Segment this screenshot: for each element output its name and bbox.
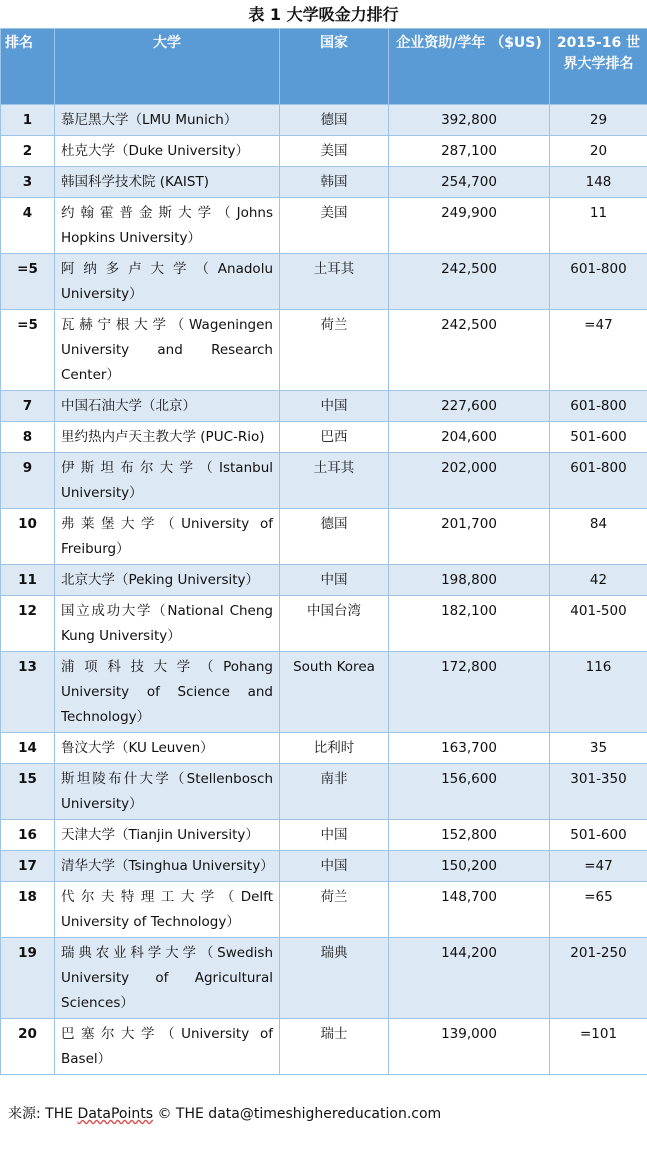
table-row [1,509,647,565]
cell-country: 巴西 [280,422,389,453]
cell-university: 浦项科技大学（Pohang University of Science and Technology） [55,652,280,733]
cell-university: 约翰霍普金斯大学（Johns Hopkins University） [55,198,280,254]
cell-rank: 7 [1,391,55,422]
cell-university: 鲁汶大学（KU Leuven） [55,733,280,764]
cell-country: 中国台湾 [280,596,389,652]
table-row [1,733,647,764]
cell-country: 美国 [280,198,389,254]
cell-rank: 12 [1,596,55,652]
table-row [1,198,647,254]
cell-country: 瑞士 [280,1019,389,1075]
table-row [1,310,647,391]
cell-rank: 13 [1,652,55,733]
cell-world-rank: 35 [550,733,647,764]
header-world-rank: 2015-16 世界大学排名 [550,29,647,105]
cell-university: 代尔夫特理工大学（Delft University of Technology） [55,882,280,938]
cell-funding: 242,500 [389,254,550,310]
cell-funding: 182,100 [389,596,550,652]
cell-funding: 139,000 [389,1019,550,1075]
cell-rank: 2 [1,136,55,167]
cell-funding: 287,100 [389,136,550,167]
cell-world-rank: 301-350 [550,764,647,820]
cell-world-rank: 601-800 [550,391,647,422]
cell-university: 巴塞尔大学（University of Basel） [55,1019,280,1075]
cell-funding: 202,000 [389,453,550,509]
cell-world-rank: 401-500 [550,596,647,652]
cell-university: 瑞典农业科学大学（Swedish University of Agricultural Sciences） [55,938,280,1019]
cell-country: 南非 [280,764,389,820]
cell-university: 国立成功大学（National Cheng Kung University） [55,596,280,652]
cell-rank: =5 [1,254,55,310]
cell-world-rank: 201-250 [550,938,647,1019]
cell-country: 德国 [280,105,389,136]
table-row [1,167,647,198]
cell-world-rank: 11 [550,198,647,254]
cell-funding: 198,800 [389,565,550,596]
table-row [1,136,647,167]
cell-rank: 17 [1,851,55,882]
cell-country: 瑞典 [280,938,389,1019]
cell-country: 中国 [280,565,389,596]
cell-funding: 392,800 [389,105,550,136]
cell-funding: 249,900 [389,198,550,254]
source-suffix: © THE data@timeshighereducation.com [153,1106,441,1122]
cell-country: 荷兰 [280,310,389,391]
cell-rank: 19 [1,938,55,1019]
cell-funding: 144,200 [389,938,550,1019]
table-title: 表 1 大学吸金力排行 [0,0,647,28]
source-note [0,1075,647,1131]
cell-world-rank: 116 [550,652,647,733]
cell-rank: =5 [1,310,55,391]
cell-funding: 227,600 [389,391,550,422]
cell-country: 美国 [280,136,389,167]
cell-world-rank: =47 [550,310,647,391]
cell-country: 德国 [280,509,389,565]
source-datapoints: DataPoints [78,1106,153,1122]
table-row [1,820,647,851]
header-row [1,29,647,105]
cell-country: 中国 [280,851,389,882]
cell-world-rank: =65 [550,882,647,938]
cell-world-rank: 42 [550,565,647,596]
table-row [1,105,647,136]
cell-funding: 148,700 [389,882,550,938]
cell-rank: 20 [1,1019,55,1075]
cell-world-rank: 601-800 [550,254,647,310]
ranking-table [0,28,647,1075]
cell-university: 慕尼黑大学（LMU Munich） [55,105,280,136]
cell-funding: 150,200 [389,851,550,882]
cell-university: 天津大学（Tianjin University） [55,820,280,851]
cell-world-rank: 84 [550,509,647,565]
cell-rank: 4 [1,198,55,254]
header-university: 大学 [55,29,280,105]
cell-funding: 242,500 [389,310,550,391]
cell-world-rank: 20 [550,136,647,167]
cell-world-rank: =101 [550,1019,647,1075]
table-row [1,1019,647,1075]
cell-university: 瓦赫宁根大学（Wageningen University and Research Center） [55,310,280,391]
cell-world-rank: =47 [550,851,647,882]
cell-country: 土耳其 [280,254,389,310]
cell-country: 中国 [280,391,389,422]
table-row [1,596,647,652]
cell-world-rank: 29 [550,105,647,136]
cell-university: 里约热内卢天主教大学 (PUC-Rio) [55,422,280,453]
table-row [1,938,647,1019]
cell-country: 比利时 [280,733,389,764]
cell-rank: 8 [1,422,55,453]
table-row [1,652,647,733]
cell-rank: 11 [1,565,55,596]
cell-university: 清华大学（Tsinghua University） [55,851,280,882]
cell-rank: 16 [1,820,55,851]
cell-funding: 204,600 [389,422,550,453]
cell-world-rank: 501-600 [550,422,647,453]
cell-funding: 172,800 [389,652,550,733]
cell-country: 韩国 [280,167,389,198]
cell-university: 中国石油大学（北京） [55,391,280,422]
cell-country: South Korea [280,652,389,733]
cell-university: 弗莱堡大学（University of Freiburg） [55,509,280,565]
cell-university: 伊斯坦布尔大学（Istanbul University） [55,453,280,509]
table-row [1,254,647,310]
cell-university: 韩国科学技术院 (KAIST) [55,167,280,198]
cell-university: 斯坦陵布什大学（Stellenbosch University） [55,764,280,820]
cell-rank: 14 [1,733,55,764]
cell-funding: 254,700 [389,167,550,198]
cell-country: 荷兰 [280,882,389,938]
cell-world-rank: 501-600 [550,820,647,851]
table-row [1,882,647,938]
cell-country: 土耳其 [280,453,389,509]
table-row [1,565,647,596]
cell-world-rank: 601-800 [550,453,647,509]
cell-country: 中国 [280,820,389,851]
cell-funding: 156,600 [389,764,550,820]
cell-funding: 163,700 [389,733,550,764]
source-prefix: 来源: THE [8,1106,78,1122]
cell-rank: 1 [1,105,55,136]
table-row [1,391,647,422]
cell-funding: 152,800 [389,820,550,851]
header-country: 国家 [280,29,389,105]
cell-rank: 3 [1,167,55,198]
table-row [1,851,647,882]
cell-university: 阿纳多卢大学（Anadolu University） [55,254,280,310]
cell-rank: 9 [1,453,55,509]
cell-rank: 15 [1,764,55,820]
cell-funding: 201,700 [389,509,550,565]
cell-world-rank: 148 [550,167,647,198]
cell-university: 杜克大学（Duke University） [55,136,280,167]
header-rank: 排名 [1,29,55,105]
cell-university: 北京大学（Peking University） [55,565,280,596]
table-row [1,422,647,453]
header-funding: 企业资助/学年 （$US) [389,29,550,105]
table-row [1,453,647,509]
table-row [1,764,647,820]
cell-rank: 10 [1,509,55,565]
cell-rank: 18 [1,882,55,938]
